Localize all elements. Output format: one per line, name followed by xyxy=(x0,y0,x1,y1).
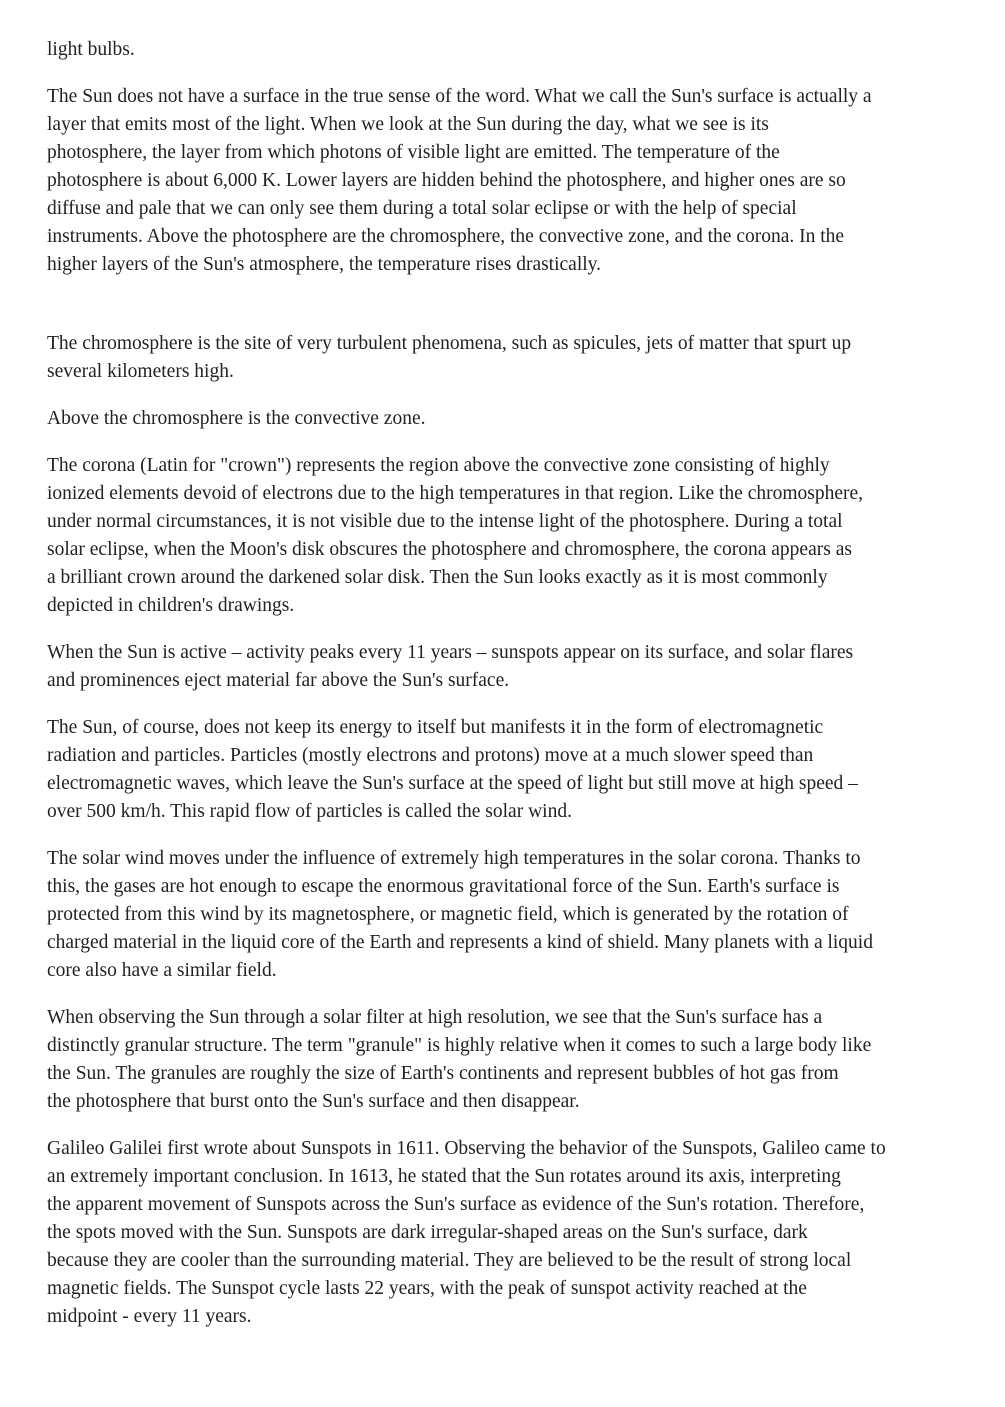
text-line: diffuse and pale that we can only see them during a total solar eclipse or with the help of special xyxy=(47,198,797,219)
paragraph xyxy=(47,36,977,64)
paragraph xyxy=(47,845,977,985)
text-line: Above the chromosphere is the convective zone. xyxy=(47,408,426,429)
text-line: under normal circumstances, it is not visible due to the intense light of the photosphere. During a total xyxy=(47,511,843,532)
text-line: magnetic fields. The Sunspot cycle lasts 22 years, with the peak of sunspot activity reached at the xyxy=(47,1278,807,1299)
text-line: ionized elements devoid of electrons due to the high temperatures in that region. Like the chromosphere, xyxy=(47,483,864,504)
paragraph xyxy=(47,714,977,826)
paragraph xyxy=(47,1004,977,1116)
text-line: photosphere, the layer from which photons of visible light are emitted. The temperature of the xyxy=(47,142,780,163)
text-line: the Sun. The granules are roughly the size of Earth's continents and represent bubbles of hot gas from xyxy=(47,1063,839,1084)
text-line: electromagnetic waves, which leave the Sun's surface at the speed of light but still move at high speed – xyxy=(47,773,858,794)
paragraph xyxy=(47,330,977,386)
text-line: The Sun does not have a surface in the true sense of the word. What we call the Sun's surface is actually a xyxy=(47,86,872,107)
section-gap xyxy=(47,298,977,330)
text-line: an extremely important conclusion. In 1613, he stated that the Sun rotates around its axis, interpreting xyxy=(47,1166,841,1187)
text-line: layer that emits most of the light. When we look at the Sun during the day, what we see is its xyxy=(47,114,769,135)
text-line: When observing the Sun through a solar filter at high resolution, we see that the Sun's surface has a xyxy=(47,1007,823,1028)
paragraph xyxy=(47,405,977,433)
text-line: because they are cooler than the surrounding material. They are believed to be the result of strong local xyxy=(47,1250,852,1271)
text-line: higher layers of the Sun's atmosphere, the temperature rises drastically. xyxy=(47,254,602,275)
text-line: charged material in the liquid core of the Earth and represents a kind of shield. Many planets with a liquid xyxy=(47,932,873,953)
paragraph xyxy=(47,83,977,279)
text-line: the apparent movement of Sunspots across the Sun's surface as evidence of the Sun's rotation. Therefore, xyxy=(47,1194,865,1215)
text-line: protected from this wind by its magnetosphere, or magnetic field, which is generated by the rotation of xyxy=(47,904,849,925)
text-line: this, the gases are hot enough to escape the enormous gravitational force of the Sun. Earth's surface is xyxy=(47,876,840,897)
text-line: the spots moved with the Sun. Sunspots are dark irregular-shaped areas on the Sun's surface, dark xyxy=(47,1222,808,1243)
paragraph xyxy=(47,1135,977,1331)
text-line: The corona (Latin for "crown") represents the region above the convective zone consisting of highly xyxy=(47,455,830,476)
document-body xyxy=(47,36,977,1350)
text-line: depicted in children's drawings. xyxy=(47,595,295,616)
text-line: and prominences eject material far above the Sun's surface. xyxy=(47,670,510,691)
text-line: midpoint - every 11 years. xyxy=(47,1306,252,1327)
text-line: instruments. Above the photosphere are the chromosphere, the convective zone, and the corona. In the xyxy=(47,226,845,247)
paragraph xyxy=(47,639,977,695)
text-line: The chromosphere is the site of very turbulent phenomena, such as spicules, jets of matter that spurt up xyxy=(47,333,852,354)
text-line: When the Sun is active – activity peaks every 11 years – sunspots appear on its surface, and solar flares xyxy=(47,642,854,663)
text-line: over 500 km/h. This rapid flow of particles is called the solar wind. xyxy=(47,801,572,822)
text-line: distinctly granular structure. The term "granule" is highly relative when it comes to such a large body like xyxy=(47,1035,872,1056)
text-line: the photosphere that burst onto the Sun's surface and then disappear. xyxy=(47,1091,580,1112)
text-line: photosphere is about 6,000 K. Lower layers are hidden behind the photosphere, and higher ones are so xyxy=(47,170,846,191)
paragraph xyxy=(47,452,977,620)
text-line: The solar wind moves under the influence of extremely high temperatures in the solar corona. Thanks to xyxy=(47,848,861,869)
text-line: a brilliant crown around the darkened solar disk. Then the Sun looks exactly as it is most commonly xyxy=(47,567,828,588)
text-line: light bulbs. xyxy=(47,39,135,60)
text-line: Galileo Galilei first wrote about Sunspots in 1611. Observing the behavior of the Sunspots, Galileo came to xyxy=(47,1138,886,1159)
text-line: core also have a similar field. xyxy=(47,960,277,981)
text-line: several kilometers high. xyxy=(47,361,234,382)
text-line: The Sun, of course, does not keep its energy to itself but manifests it in the form of electromagnetic xyxy=(47,717,824,738)
text-line: radiation and particles. Particles (mostly electrons and protons) move at a much slower speed than xyxy=(47,745,814,766)
text-line: solar eclipse, when the Moon's disk obscures the photosphere and chromosphere, the corona appears as xyxy=(47,539,852,560)
